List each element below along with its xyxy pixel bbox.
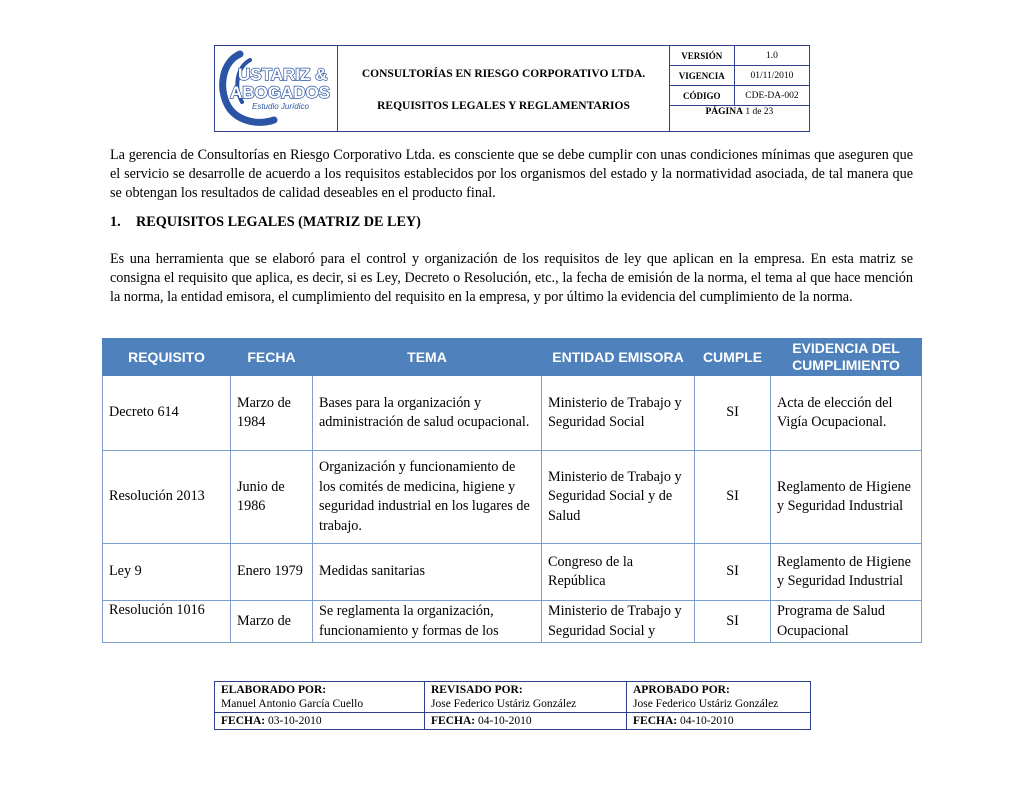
version-value: 1.0 — [734, 46, 809, 66]
reviewed-by-name: Jose Federico Ustáriz González — [431, 698, 577, 710]
cell-entidad: Ministerio de Trabajo y Seguridad Social y — [542, 601, 695, 643]
prepared-by-name: Manuel Antonio García Cuello — [221, 698, 364, 710]
reviewed-by-label: REVISADO POR: — [431, 684, 523, 696]
cell-cumple: SI — [695, 376, 771, 451]
validity-value: 01/11/2010 — [734, 66, 809, 86]
approved-date: 04-10-2010 — [679, 715, 734, 727]
reviewed-by-cell — [425, 682, 627, 713]
header-fecha: FECHA — [231, 339, 313, 376]
cell-evidencia: Acta de elección del Vigía Ocupacional. — [771, 376, 922, 451]
prepared-by-label: ELABORADO POR: — [221, 684, 327, 696]
cell-tema: Organización y funcionamiento de los comités de medicina, higiene y seguridad industrial en los lugares de trabajo. — [313, 451, 542, 544]
section-number: 1. — [110, 214, 121, 230]
approval-footer — [214, 681, 811, 730]
prepared-by-cell — [215, 682, 425, 713]
logo-line-2: ABOGADOS — [230, 83, 331, 102]
cell-cumple: SI — [695, 451, 771, 544]
logo-line-1: USTARIZ & — [238, 65, 328, 84]
code-label: CÓDIGO — [669, 86, 734, 106]
reviewed-date: 04-10-2010 — [477, 715, 532, 727]
cell-requisito: Ley 9 — [103, 544, 231, 601]
cell-entidad: Congreso de la República — [542, 544, 695, 601]
intro-paragraph: La gerencia de Consultorías en Riesgo Corporativo Ltda. es consciente que se debe cumplir con unas condiciones mínimas que aseguren que el servicio se desarrolle de acuerdo a los requisitos establecidos por los organismos del estado y la normatividad asociada, de tal manera que se obtengan los resultados de calidad deseables en el producto final. — [110, 147, 913, 201]
header-entidad-emisora: ENTIDAD EMISORA — [542, 339, 695, 376]
section-heading — [110, 214, 421, 231]
document-title: REQUISITOS LEGALES Y REGLAMENTARIOS — [377, 99, 630, 112]
date-label: FECHA: — [221, 715, 266, 727]
header-requisito: REQUISITO — [103, 339, 231, 376]
cell-entidad: Ministerio de Trabajo y Seguridad Social — [542, 376, 695, 451]
logo-cell — [215, 46, 338, 132]
approved-by-name: Jose Federico Ustáriz González — [633, 698, 779, 710]
logo-line-3: Estudio Jurídico — [252, 102, 310, 111]
version-label: VERSIÓN — [669, 46, 734, 66]
table-row — [103, 544, 922, 601]
section-title: REQUISITOS LEGALES (MATRIZ DE LEY) — [136, 214, 421, 230]
page-value: 1 de 23 — [745, 107, 774, 117]
cell-fecha: Junio de 1986 — [231, 451, 313, 544]
approved-date-cell — [627, 713, 811, 730]
page-label: PÁGINA — [705, 107, 743, 117]
date-label: FECHA: — [633, 715, 678, 727]
company-name: CONSULTORÍAS EN RIESGO CORPORATIVO LTDA. — [361, 67, 646, 80]
cell-fecha: Marzo de — [231, 601, 313, 643]
cell-cumple: SI — [695, 601, 771, 643]
table-header-row — [103, 339, 922, 376]
document-title-cell — [338, 46, 670, 132]
approved-by-cell — [627, 682, 811, 713]
document-header — [214, 45, 810, 132]
cell-evidencia: Programa de Salud Ocupacional — [771, 601, 922, 643]
table-row — [103, 601, 922, 643]
cell-fecha: Marzo de 1984 — [231, 376, 313, 451]
cell-entidad: Ministerio de Trabajo y Seguridad Social y de Salud — [542, 451, 695, 544]
page-indicator — [669, 106, 809, 132]
cell-tema: Se reglamenta la organización, funcionamiento y formas de los — [313, 601, 542, 643]
header-tema: TEMA — [313, 339, 542, 376]
cell-tema: Bases para la organización y administración de salud ocupacional. — [313, 376, 542, 451]
cell-evidencia: Reglamento de Higiene y Seguridad Industrial — [771, 451, 922, 544]
table-row — [103, 451, 922, 544]
validity-label: VIGENCIA — [669, 66, 734, 86]
prepared-date-cell — [215, 713, 425, 730]
reviewed-date-cell — [425, 713, 627, 730]
cell-fecha: Enero 1979 — [231, 544, 313, 601]
cell-tema: Medidas sanitarias — [313, 544, 542, 601]
date-label: FECHA: — [431, 715, 476, 727]
cell-evidencia: Reglamento de Higiene y Seguridad Industrial — [771, 544, 922, 601]
cell-requisito: Resolución 1016 — [103, 601, 231, 643]
cell-requisito: Resolución 2013 — [103, 451, 231, 544]
code-value: CDE-DA-002 — [734, 86, 809, 106]
cell-cumple: SI — [695, 544, 771, 601]
prepared-date: 03-10-2010 — [267, 715, 322, 727]
company-logo — [216, 46, 336, 126]
header-cumple: CUMPLE — [695, 339, 771, 376]
header-evidencia: EVIDENCIA DEL CUMPLIMIENTO — [771, 339, 922, 376]
section-body: Es una herramienta que se elaboró para el control y organización de los requisitos de ley que aplican en la empresa. En esta matriz se consigna el requisito que aplica, es decir, si es Ley, Decreto o Resolución, etc., la fecha de emisión de la norma, el tema al que hace mención la norma, la entidad emisora, el cumplimiento del requisito en la empresa, y por último la evidencia del cumplimiento de la norma. — [110, 251, 913, 305]
legal-matrix-table — [102, 338, 922, 643]
approved-by-label: APROBADO POR: — [633, 684, 730, 696]
table-row — [103, 376, 922, 451]
cell-requisito: Decreto 614 — [103, 376, 231, 451]
